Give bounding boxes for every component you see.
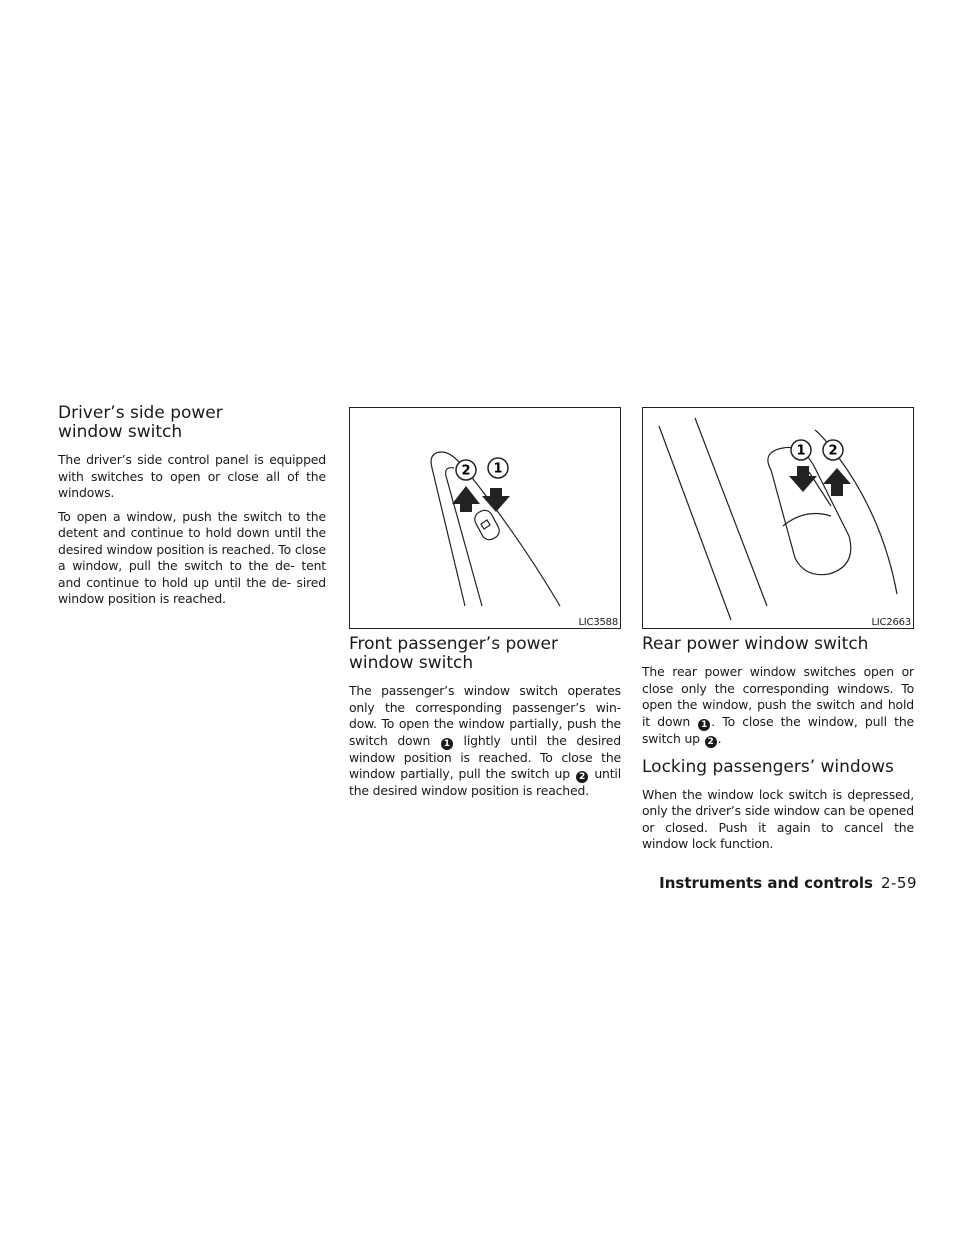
column-3 bbox=[642, 635, 914, 853]
text-segment: lightly until the desired window position is reached. To close the window partially, pull the switch up bbox=[349, 732, 621, 781]
paragraph-driver-open-close: To open a window, push the switch to the detent and continue to hold down until the desired window position is reached. To close a window, pull the switch to the de- tent and continue to hold up until the de- sired window position is reached. bbox=[58, 508, 326, 606]
heading-driver-side-power-window-switch: Driver’s side power window switch bbox=[58, 403, 223, 442]
heading-locking-passengers-windows: Locking passengers’ windows bbox=[642, 756, 894, 777]
arrow-down-icon bbox=[789, 466, 817, 492]
rear-window-switch-illustration bbox=[643, 408, 913, 628]
callout-1: 1 bbox=[493, 461, 503, 477]
paragraph-front-passenger bbox=[349, 683, 621, 800]
page-number: 2-59 bbox=[880, 874, 917, 892]
paragraph-window-lock: When the window lock switch is depressed, only the driver’s side window can be opened or closed. Push it again to cancel the window lock function. bbox=[642, 786, 914, 851]
column-1 bbox=[58, 404, 326, 608]
paragraph-rear-window bbox=[642, 664, 914, 748]
section-title: Instruments and controls bbox=[659, 874, 873, 892]
callout-ref-2: 2 bbox=[705, 736, 717, 748]
arrow-down-icon bbox=[482, 488, 510, 512]
callout-2: 2 bbox=[461, 463, 471, 479]
callout-1: 1 bbox=[796, 443, 806, 459]
heading-front-passenger-power-window-switch: Front passenger’s power window switch bbox=[349, 634, 559, 673]
page-footer bbox=[0, 874, 917, 892]
paragraph-driver-panel: The driver’s side control panel is equipped with switches to open or close all of the windows. bbox=[58, 452, 326, 500]
figure-label: LIC2663 bbox=[871, 617, 911, 628]
front-passenger-switch-illustration bbox=[350, 408, 620, 628]
figure-rear-window-switch bbox=[642, 407, 914, 629]
figure-front-passenger-switch bbox=[349, 407, 621, 629]
callout-2: 2 bbox=[828, 443, 838, 459]
callout-ref-2: 2 bbox=[576, 771, 588, 783]
text-segment: . To close the window, pull the switch up bbox=[642, 713, 914, 746]
text-segment: The passenger’s window switch operates only the corresponding passenger’s win- dow. To open the window partially, push the switch down bbox=[349, 683, 621, 748]
heading-rear-power-window-switch: Rear power window switch bbox=[642, 634, 869, 654]
text-segment: until the desired window position is reached. bbox=[349, 766, 622, 798]
column-2 bbox=[349, 635, 621, 800]
callout-ref-1: 1 bbox=[441, 738, 453, 750]
text-segment: The rear power window switches open or close only the corresponding windows. To open the window, push the switch and hold it down bbox=[642, 664, 914, 729]
arrow-up-icon bbox=[452, 486, 480, 512]
callout-ref-1: 1 bbox=[698, 719, 710, 731]
text-segment: . bbox=[717, 730, 722, 746]
figure-label: LIC3588 bbox=[578, 617, 618, 628]
